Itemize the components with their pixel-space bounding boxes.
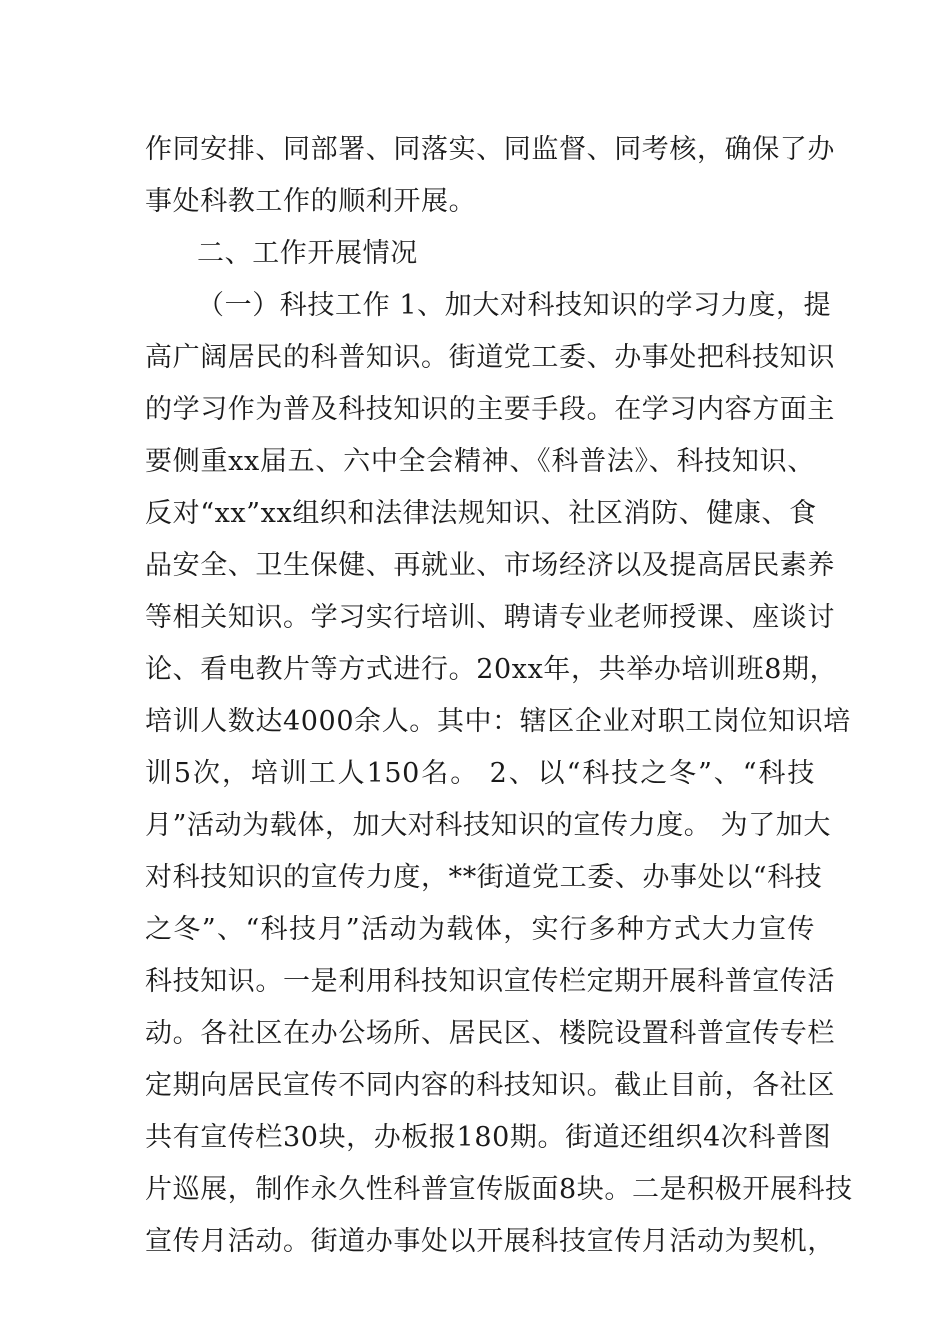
text-line: 之冬”、“科技月”活动为载体，实行多种方式大力宣传 (145, 914, 815, 945)
text-line: 高广阔居民的科普知识。街道党工委、办事处把科技知识 (145, 342, 835, 373)
text-line: 宣传月活动。街道办事处以开展科技宣传月活动为契机， (145, 1226, 835, 1257)
text-line: 定期向居民宣传不同内容的科技知识。截止目前，各社区 (145, 1070, 835, 1101)
section-heading: 二、工作开展情况 (197, 238, 418, 269)
text-line: 共有宣传栏30块，办板报180期。街道还组织4次科普图 (145, 1122, 832, 1153)
text-line: 片巡展，制作永久性科普宣传版面8块。二是积极开展科技 (145, 1174, 853, 1205)
text-line: 论、看电教片等方式进行。20xx年，共举办培训班8期， (145, 654, 838, 685)
text-line: 事处科教工作的顺利开展。 (145, 186, 477, 217)
text-line: 品安全、卫生保健、再就业、市场经济以及提高居民素养 (145, 550, 835, 581)
text-line: 反对“xx”xx组织和法律法规知识、社区消防、健康、食 (145, 498, 817, 529)
text-line: 训5次，培训工人150名。 2、以“科技之冬”、“科技 (145, 758, 815, 789)
document-body (145, 124, 853, 1268)
text-line: 的学习作为普及科技知识的主要手段。在学习内容方面主 (145, 394, 835, 425)
text-line: （一）科技工作 1、加大对科技知识的学习力度，提 (197, 290, 832, 321)
text-line: 作同安排、同部署、同落实、同监督、同考核，确保了办 (145, 134, 835, 165)
text-line: 月”活动为载体，加大对科技知识的宣传力度。 为了加大 (145, 810, 831, 841)
text-line: 培训人数达4000余人。其中：辖区企业对职工岗位知识培 (145, 706, 851, 737)
text-line: 动。各社区在办公场所、居民区、楼院设置科普宣传专栏 (145, 1018, 835, 1049)
text-line: 等相关知识。学习实行培训、聘请专业老师授课、座谈讨 (145, 602, 835, 633)
text-line: 科技知识。一是利用科技知识宣传栏定期开展科普宣传活 (145, 966, 835, 997)
text-line: 对科技知识的宣传力度，**街道党工委、办事处以“科技 (145, 862, 823, 893)
text-line: 要侧重xx届五、六中全会精神、《科普法》、科技知识、 (145, 446, 815, 477)
